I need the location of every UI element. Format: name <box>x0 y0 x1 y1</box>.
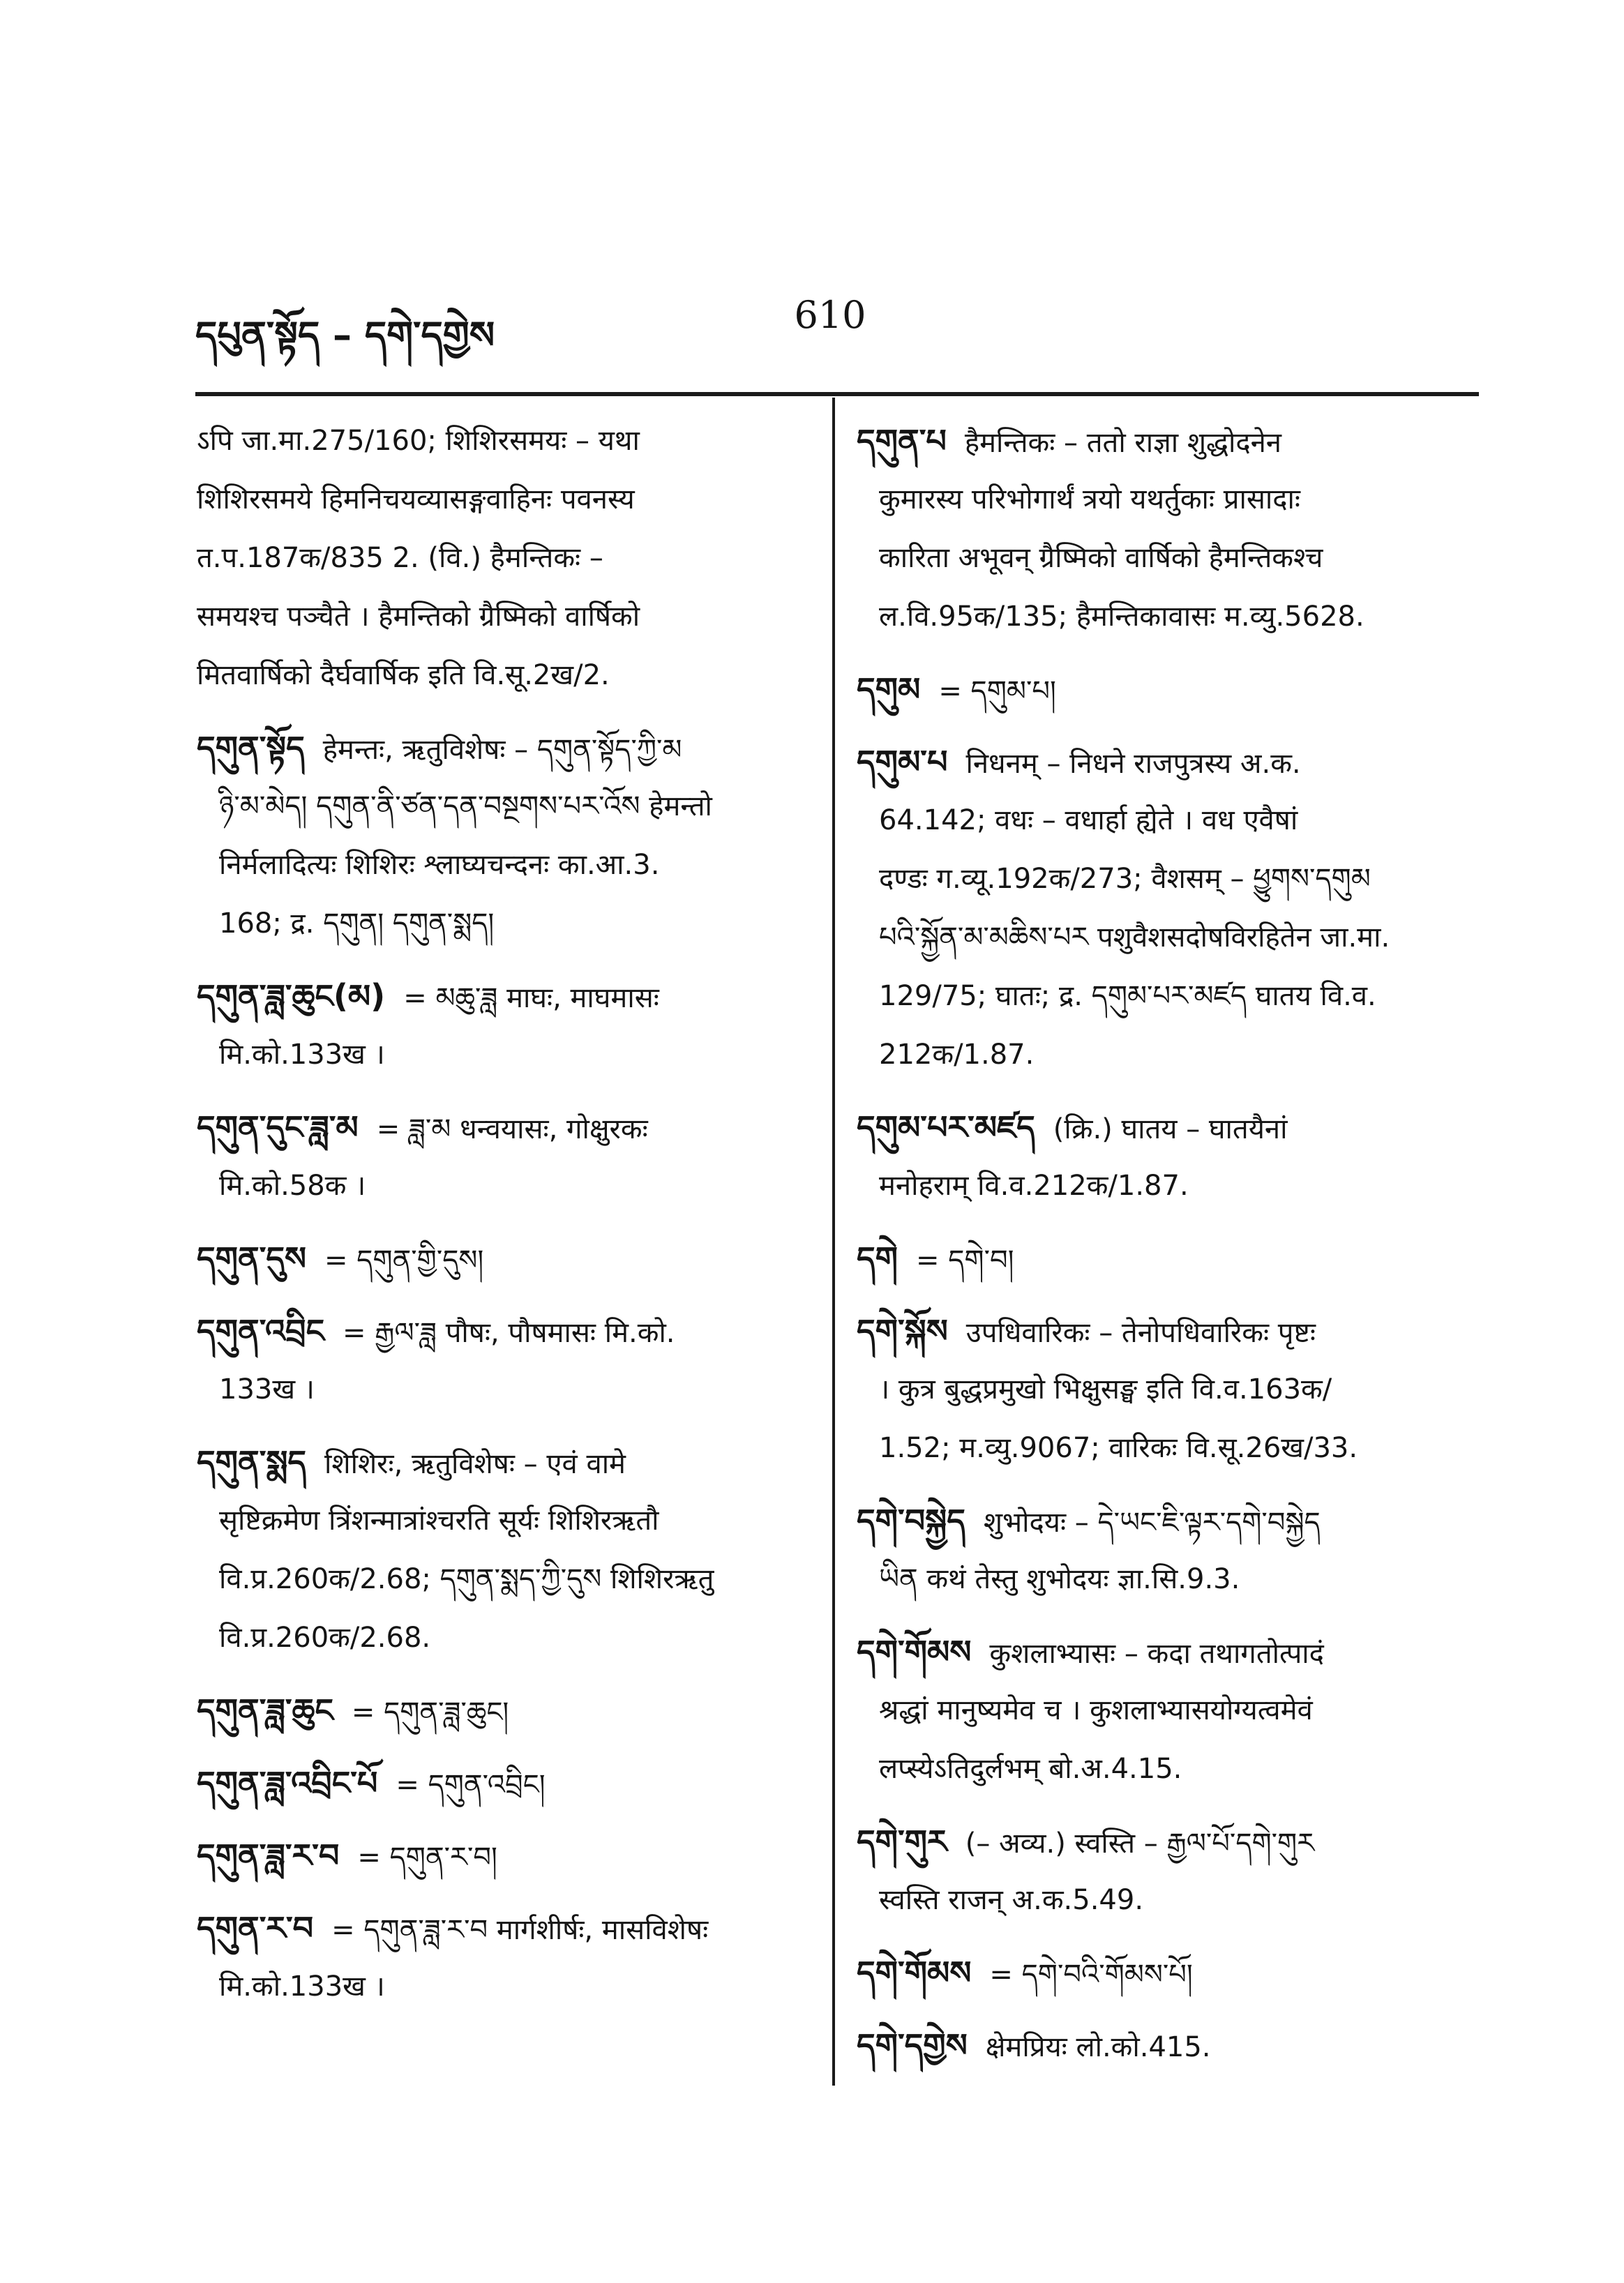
entry-line: པའི་སྐྱོན་མ་མཆིས་པར पशुवैशसदोषविरहितेन जा.मा. <box>879 921 1390 954</box>
dictionary-entry <box>197 1899 811 2016</box>
headword: དགུན་དུས <box>197 1240 307 1277</box>
entry-first-line <box>197 1826 811 1885</box>
headword: དགེ་གོམས <box>857 1633 972 1671</box>
dictionary-entry <box>857 2016 1471 2074</box>
entry-first-line <box>857 1229 1471 1288</box>
dictionary-entry <box>857 1229 1471 1288</box>
entry-first-line <box>197 1433 811 1491</box>
headword: དགུན་ར་བ <box>197 1909 314 1947</box>
running-head: དཔུན་སྟོད – དགེ་དགྱེས <box>195 313 495 357</box>
dictionary-entry <box>857 660 1471 718</box>
definition-text: = མཆུ་ཟླ माघः, माघमासः <box>403 982 659 1014</box>
definition-text: = དགེ་བ། <box>916 1244 1014 1276</box>
definition-text: (– अव्य.) स्वस्ति – རྒྱལ་པོ་དགེ་གུར <box>965 1828 1315 1860</box>
entry-line: वि.प्र.260क/2.68; དགུན་སྨད་ཀྱི་དུས शिशिरऋतु <box>219 1563 714 1595</box>
headword: དགེ <box>857 1240 899 1277</box>
entry-line: निर्मलादित्यः शिशिरः श्लाघ्यचन्दनः का.आ.3. <box>219 849 660 881</box>
definition-text: = ཟླ་མ धन्वयासः, गोक्षुरकः <box>376 1113 648 1145</box>
definition-text: (क्रि.) घातय – घातयैनां <box>1053 1113 1288 1145</box>
definition-text: = དགུན་ར་བ། <box>357 1841 497 1874</box>
entry-line: कुमारस्य परिभोगार्थं त्रयो यथर्तुकाः प्रासादाः <box>879 483 1300 515</box>
dictionary-entry <box>857 1098 1471 1215</box>
definition-text: = དགུམ་པ། <box>938 675 1056 707</box>
definition-text: कुशलाभ्यासः – कदा तथागतोत्पादं <box>989 1638 1324 1670</box>
header-rule <box>195 392 1479 396</box>
entry-first-line <box>857 412 1471 470</box>
entry-first-line <box>857 1943 1471 2002</box>
column-divider <box>832 398 835 2086</box>
entry-line: 1.52; म.व्यु.9067; वारिकः वि.सू.26ख/33. <box>879 1432 1358 1464</box>
definition-text: = དགུན་ཟླ་ཆུང། <box>351 1696 509 1728</box>
dictionary-entry <box>857 412 1471 646</box>
headword: དགེ་བསྐྱེད <box>857 1502 965 1539</box>
dictionary-entry <box>197 1302 811 1419</box>
entry-line: ल.वि.95क/135; हैमन्तिकावासः म.व्यु.5628. <box>879 601 1364 633</box>
entry-first-line <box>857 660 1471 718</box>
definition-text: = དགུན་གྱི་དུས། <box>324 1244 484 1276</box>
entry-first-line <box>857 1812 1471 1871</box>
definition-text: शिशिरः, ऋतुविशेषः – एवं वामे <box>324 1448 626 1480</box>
entry-first-line <box>857 1302 1471 1360</box>
dictionary-entry <box>197 1229 811 1288</box>
entry-first-line <box>857 1491 1471 1550</box>
definition-text: = དགུན་ཟླ་ར་བ मार्गशीर्षः, मासविशेषः <box>331 1914 709 1946</box>
definition-text: शुभोदयः – དེ་ཡང་ཇི་ལྟར་དགེ་བསྐྱེད <box>983 1507 1321 1539</box>
definition-text: उपधिवारिकः – तेनोपधिवारिकः पृष्टः <box>965 1317 1316 1349</box>
headword: དགུན་ཟླ་འབྲིང་པོ <box>197 1764 378 1802</box>
definition-text: = རྒྱལ་ཟླ पौषः, पौषमासः मि.को. <box>343 1317 675 1349</box>
entry-first-line <box>197 1754 811 1812</box>
headword: དགུན་སྟོད <box>197 729 305 767</box>
entry-first-line <box>857 732 1471 791</box>
definition-text: हेमन्तः, ऋतुविशेषः – དགུན་སྟོད་ཀྱི་མ <box>322 734 682 766</box>
entry-line: मितवार्षिको दैर्घवार्षिक इति वि.सू.2ख/2. <box>197 659 610 691</box>
headword: དགེ་གུར <box>857 1823 947 1860</box>
dictionary-entry <box>197 967 811 1084</box>
entry-first-line <box>857 1622 1471 1681</box>
right-column <box>857 412 1471 2088</box>
entry-line: शिशिरसमये हिमनिचयव्यासङ्गवाहिनः पवनस्य <box>197 483 635 515</box>
entry-line: समयश्च पञ्चैते । हैमन्तिको ग्रैष्मिको वार्षिको <box>197 601 640 633</box>
dictionary-entry <box>857 1491 1471 1608</box>
entry-line: ऽपि जा.मा.275/160; शिशिरसमयः – यथा <box>197 425 640 457</box>
page-number: 610 <box>794 293 866 337</box>
definition-text: = དགེ་བའི་གོམས་པོ། <box>989 1959 1193 1991</box>
entry-line: 168; द्र. དགུན། དགུན་སྨད། <box>219 907 495 940</box>
headword: དགེ་དགྱེས <box>857 2026 968 2064</box>
entry-first-line <box>197 1899 811 1957</box>
entry-line: मि.को.133ख । <box>219 1971 385 2003</box>
entry-first-line <box>197 1229 811 1288</box>
dictionary-entry <box>857 1622 1471 1798</box>
dictionary-entry <box>857 1943 1471 2002</box>
headword: དགུམ <box>857 670 921 708</box>
entry-line: स्वस्ति राजन् अ.क.5.49. <box>879 1884 1144 1916</box>
entry-line: 133ख । <box>219 1373 315 1406</box>
headword: དགུན་འབྲིང <box>197 1312 324 1350</box>
headword: དགུན་ཟླ་ར་བ <box>197 1837 340 1874</box>
entry-line: त.प.187क/835 2. (वि.) हैमन्तिकः – <box>197 542 603 574</box>
dictionary-entry <box>197 1681 811 1740</box>
dictionary-entry <box>197 412 811 705</box>
definition-text: = དགུན་འབྲིང། <box>396 1769 546 1801</box>
entry-line: ཡིན कथं तेस्तु शुभोदयः ज्ञा.सि.9.3. <box>879 1563 1240 1595</box>
entry-line: ཉི་མ་མེད། དགུན་ནི་ཙན་དན་བསྔགས་པར་འོས हेमन्तो <box>219 790 712 822</box>
headword: དགེ་སྐོས <box>857 1312 948 1350</box>
dictionary-entry <box>197 718 811 953</box>
entry-line: दण्डः ग.व्यू.192क/273; वैशसम् – ཕྱུགས་དགུམ <box>879 863 1371 895</box>
entry-line: मि.को.133ख । <box>219 1039 385 1071</box>
entry-line: मनोहराम् वि.व.212क/1.87. <box>879 1170 1189 1202</box>
headword: དགུན་ཟླ་ཆུང <box>197 1691 333 1729</box>
dictionary-entry <box>197 1754 811 1812</box>
entry-line: सृष्टिक्रमेण त्रिंशन्मात्रांश्चरति सूर्यः शिशिरऋतौ <box>219 1505 659 1537</box>
left-column <box>197 412 811 2030</box>
entry-line: 212क/1.87. <box>879 1039 1035 1071</box>
entry-first-line <box>197 718 811 777</box>
entry-first-line <box>197 1681 811 1740</box>
dictionary-entry <box>197 1098 811 1215</box>
entry-first-line <box>857 2016 1471 2074</box>
definition-text: हैमन्तिकः – ततो राज्ञा शुद्धोदनेन <box>964 427 1281 459</box>
headword: དགུན་ཟླ་ཆུང(མ) <box>197 977 386 1015</box>
entry-first-line <box>197 967 811 1025</box>
entry-line: मि.को.58क । <box>219 1170 366 1202</box>
entry-line: लप्स्येऽतिदुर्लभम् बो.अ.4.15. <box>879 1753 1182 1785</box>
dictionary-entry <box>857 732 1471 1084</box>
dictionary-entry <box>197 1826 811 1885</box>
headword: དགུན་པ <box>857 422 947 460</box>
headword: དགེ་གོམས <box>857 1954 972 1991</box>
dictionary-entry <box>857 1302 1471 1477</box>
entry-line: वि.प्र.260क/2.68. <box>219 1622 431 1654</box>
entry-line: श्रद्धां मानुष्यमेव च । कुशलाभ्यासयोग्यत्वमेवं <box>879 1694 1313 1726</box>
definition-text: निधनम् – निधने राजपुत्रस्य अ.क. <box>965 748 1301 780</box>
entry-first-line <box>197 1302 811 1360</box>
dictionary-entry <box>197 1433 811 1667</box>
entry-line: । कुत्र बुद्धप्रमुखो भिक्षुसङ्घ इति वि.व.163क/ <box>879 1373 1332 1406</box>
headword: དགུན་དུང་ཟླ་མ <box>197 1108 359 1146</box>
entry-line: 64.142; वधः – वधार्हा ह्येते । वध एवैषां <box>879 804 1298 836</box>
entry-line: कारिता अभूवन् ग्रैष्मिको वार्षिको हैमन्तिकश्च <box>879 542 1323 574</box>
dictionary-entry <box>857 1812 1471 1929</box>
entry-first-line <box>857 1098 1471 1156</box>
definition-text: क्षेमप्रियः लो.को.415. <box>985 2031 1211 2063</box>
entry-line: 129/75; घातः; द्र. དགུམ་པར་མཛད घातय वि.व. <box>879 980 1376 1012</box>
headword: དགུན་སྨད <box>197 1443 307 1481</box>
entry-first-line <box>197 1098 811 1156</box>
headword: དགུམ་པར་མཛད <box>857 1108 1035 1146</box>
headword: དགུམ་པ <box>857 743 948 781</box>
